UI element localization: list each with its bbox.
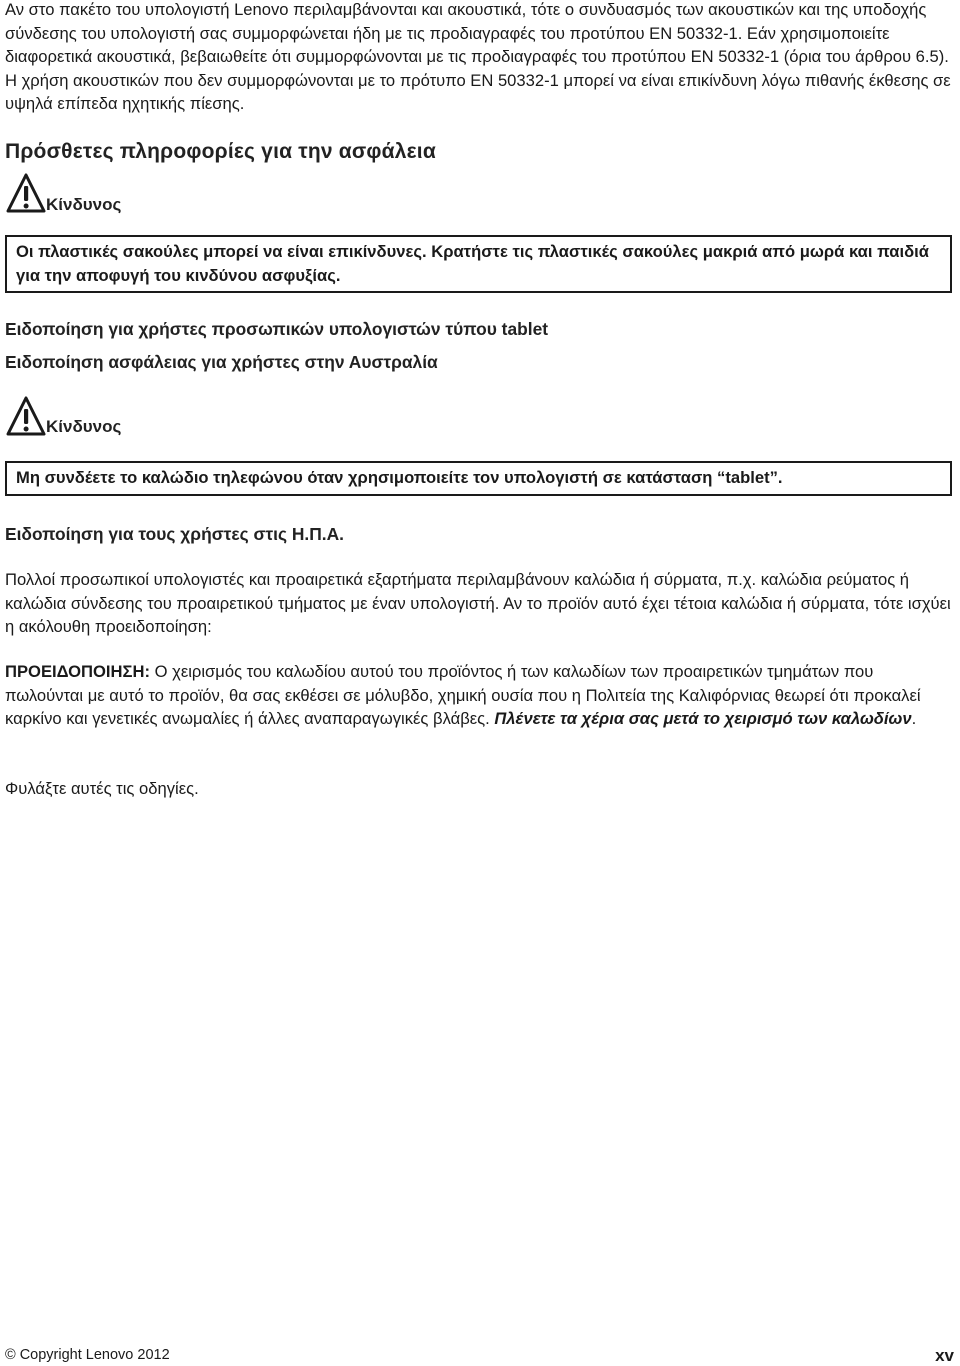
page-number: xv — [935, 1346, 954, 1365]
danger-box-plastic-bags: Οι πλαστικές σακούλες μπορεί να είναι επικίνδυνες. Κρατήστε τις πλαστικές σακούλες μακριά από μωρά και παιδιά για την αποφυγή του κινδύνου ασφυξίας. — [5, 235, 952, 293]
usa-notice-heading: Ειδοποίηση για τους χρήστες στις Η.Π.Α. — [5, 524, 345, 544]
copyright-footer: © Copyright Lenovo 2012 — [5, 1347, 170, 1363]
danger-label: Κίνδυνος — [46, 195, 122, 214]
warning-end: . — [911, 709, 917, 728]
tablet-notice-heading: Ειδοποίηση για χρήστες προσωπικών υπολογιστών τύπου tablet — [5, 319, 549, 339]
section-title: Πρόσθετες πληροφορίες για την ασφάλεια — [5, 140, 436, 163]
keep-instructions: Φυλάξτε αυτές τις οδηγίες. — [5, 779, 199, 798]
usa-notice-paragraph: Πολλοί προσωπικοί υπολογιστές και προαιρετικά εξαρτήματα περιλαμβάνουν καλώδια ή σύρματα, π.χ. καλώδια ρεύματος ή καλώδια σύνδεσης του προαιρετικού τμήματος με έναν υπολογιστή. Αν το προϊόν αυτό έχει τέτοια καλώδια ή σύρματα, τότε ισχύει η ακόλουθη προειδοποίηση: — [5, 570, 951, 636]
danger-box-phone-cable: Μη συνδέετε το καλώδιο τηλεφώνου όταν χρησιμοποιείτε τον υπολογιστή σε κατάσταση “tablet”. — [5, 461, 952, 496]
warning-text: Ο χειρισμός του καλωδίου αυτού του προϊόντος ή των καλωδίων των προαιρετικών τμημάτων που πωλούνται με αυτό το προϊόν, θα σας εκθέσει σε μόλυβδο, χημική ουσία που η Πολιτεία της Καλιφόρνιας θεωρεί ότι προκαλεί καρκίνο και γενετικές ανωμαλίες ή άλλες αναπαραγωγικές βλάβες. — [5, 662, 921, 728]
australia-notice-heading: Ειδοποίηση ασφάλειας για χρήστες στην Αυστραλία — [5, 352, 438, 372]
lead-warning-paragraph — [5, 660, 955, 731]
intro-paragraph: Αν στο πακέτο του υπολογιστή Lenovo περιλαμβάνονται και ακουστικά, τότε ο συνδυασμός των ακουστικών και της υποδοχής σύνδεσης του υπολογιστή σας συμμορφώνεται ήδη με τις προδιαγραφές του προτύπου EN 50332-1. Εάν χρησιμοποιείτε διαφορετικά ακουστικά, βεβαιωθείτε ότι συμμορφώνονται με τις προδιαγραφές του προτύπου EN 50332-1 (όρια του άρθρου 6.5). Η χρήση ακουστικών που δεν συμμορφώνονται με το πρότυπο EN 50332-1 μπορεί να είναι επικίνδυνη λόγω πιθανής έκθεσης σε υψηλά επίπεδα ηχητικής πίεσης. — [5, 0, 951, 113]
warning-triangle-icon — [5, 395, 47, 439]
warning-triangle-icon — [5, 172, 47, 216]
danger-notice-2 — [5, 395, 405, 443]
warning-emphasis: Πλένετε τα χέρια σας μετά το χειρισμό των καλωδίων — [494, 709, 912, 728]
danger-notice-1 — [5, 172, 405, 220]
danger-label: Κίνδυνος — [46, 417, 122, 436]
warning-label: ΠΡΟΕΙΔΟΠΟΙΗΣΗ: — [5, 662, 150, 681]
